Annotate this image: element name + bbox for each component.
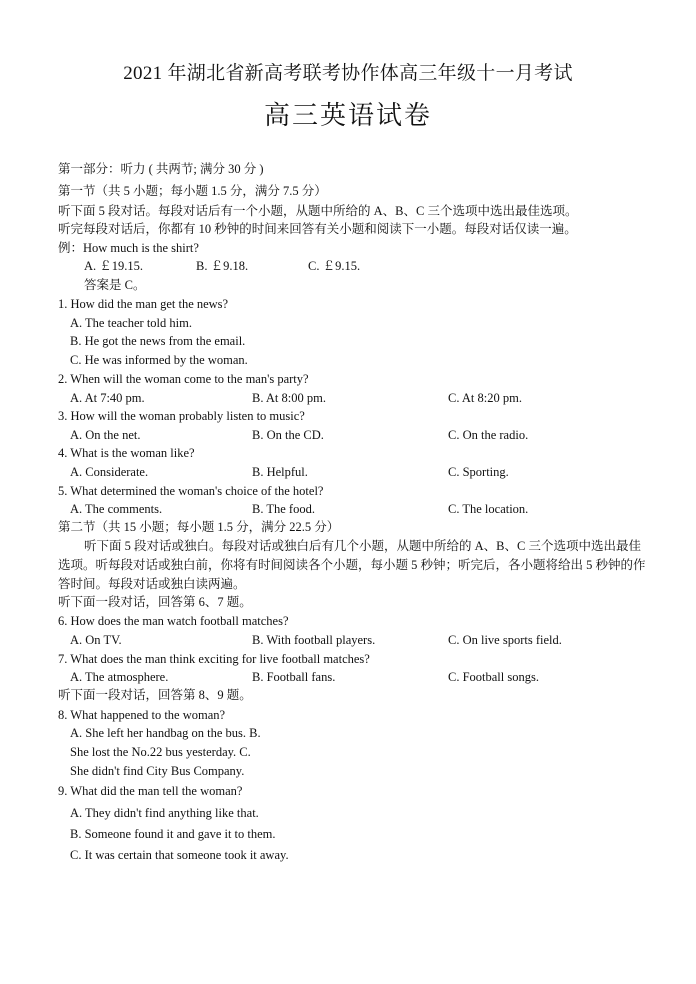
- example-option-a: A. ￡19.15.: [84, 259, 144, 273]
- option-a: A. On TV.: [70, 633, 122, 647]
- option-c: C. At 8:20 pm.: [448, 391, 522, 405]
- example-option-b: B. ￡9.18.: [196, 259, 249, 273]
- option-a: A. At 7:40 pm.: [70, 391, 145, 405]
- option-a: A. Considerate.: [70, 465, 149, 479]
- question-stem: 1. How did the man get the news?: [58, 297, 229, 311]
- option-b: B. Someone found it and gave it to them.: [70, 827, 276, 841]
- question-stem: 6. How does the man watch football matches?: [58, 614, 289, 628]
- option-c: C. The location.: [448, 502, 529, 516]
- part1-heading: 第一部分：听力 ( 共两节; 满分 30 分 ): [58, 162, 264, 176]
- section1-instructions-1: 听下面 5 段对话。每段对话后有一个小题，从题中所给的 A、B、C 三个选项中选出最佳选项。: [58, 204, 578, 218]
- group-instruction-6-7: 听下面一段对话，回答第 6、7 题。: [58, 595, 252, 609]
- question-stem: 4. What is the woman like?: [58, 446, 195, 460]
- question-stem: 2. When will the woman come to the man's party?: [58, 372, 309, 386]
- option-b: B. Football fans.: [252, 670, 336, 684]
- option-a: A. The teacher told him.: [70, 316, 192, 330]
- option-c: C. On live sports field.: [448, 633, 562, 647]
- option-c: C. On the radio.: [448, 428, 529, 442]
- option-a: A. The comments.: [70, 502, 163, 516]
- option-c: C. Sporting.: [448, 465, 509, 479]
- option-c: C. He was informed by the woman.: [70, 353, 248, 367]
- example-answer: 答案是 C。: [84, 278, 146, 292]
- question-stem: 3. How will the woman probably listen to music?: [58, 409, 305, 423]
- example-option-c: C. ￡9.15.: [308, 259, 361, 273]
- question-stem: 5. What determined the woman's choice of the hotel?: [58, 484, 324, 498]
- option-b: B. Helpful.: [252, 465, 308, 479]
- option-b: B. On the CD.: [252, 428, 324, 442]
- group-instruction-8-9: 听下面一段对话，回答第 8、9 题。: [58, 688, 252, 702]
- question-stem: 9. What did the man tell the woman?: [58, 784, 243, 798]
- exam-subtitle: 高三英语试卷: [263, 101, 432, 130]
- option-a: A. On the net.: [70, 428, 141, 442]
- option-a: A. They didn't find anything like that.: [70, 806, 259, 820]
- question-stem: 8. What happened to the woman?: [58, 708, 226, 722]
- section2-heading: 第二节（共 15 小题；每小题 1.5 分，满分 22.5 分）: [58, 520, 340, 534]
- option-b: B. At 8:00 pm.: [252, 391, 326, 405]
- exam-title: 2021 年湖北省新高考联考协作体高三年级十一月考试: [123, 63, 573, 84]
- example-question: 例：How much is the shirt?: [58, 241, 199, 255]
- option-line-2: She lost the No.22 bus yesterday. C.: [70, 745, 251, 759]
- option-b: B. With football players.: [252, 633, 376, 647]
- question-stem: 7. What does the man think exciting for live football matches?: [58, 652, 370, 666]
- section2-instructions: 听下面 5 段对话或独白。每段对话或独白后有几个小题，从题中所给的 A、B、C 三个选项中选出最佳选项。听每段对话或独白前，你将有时间阅读各个小题，每小题 5 秒钟；听完后，各小题将给出 5 秒钟的作答时间。每段对话或独白读两遍。: [58, 539, 646, 591]
- option-b: B. He got the news from the email.: [70, 334, 246, 348]
- option-a: A. The atmosphere.: [70, 670, 169, 684]
- option-c: C. It was certain that someone took it away.: [70, 848, 289, 862]
- option-b: B. The food.: [252, 502, 315, 516]
- section1-instructions-2: 听完每段对话后，你都有 10 秒钟的时间来回答有关小题和阅读下一小题。每段对话仅读一遍。: [58, 222, 577, 236]
- option-line-1: A. She left her handbag on the bus. B.: [70, 726, 261, 740]
- section1-heading: 第一节（共 5 小题；每小题 1.5 分，满分 7.5 分）: [58, 184, 327, 198]
- option-c: C. Football songs.: [448, 670, 539, 684]
- option-line-3: She didn't find City Bus Company.: [70, 764, 245, 778]
